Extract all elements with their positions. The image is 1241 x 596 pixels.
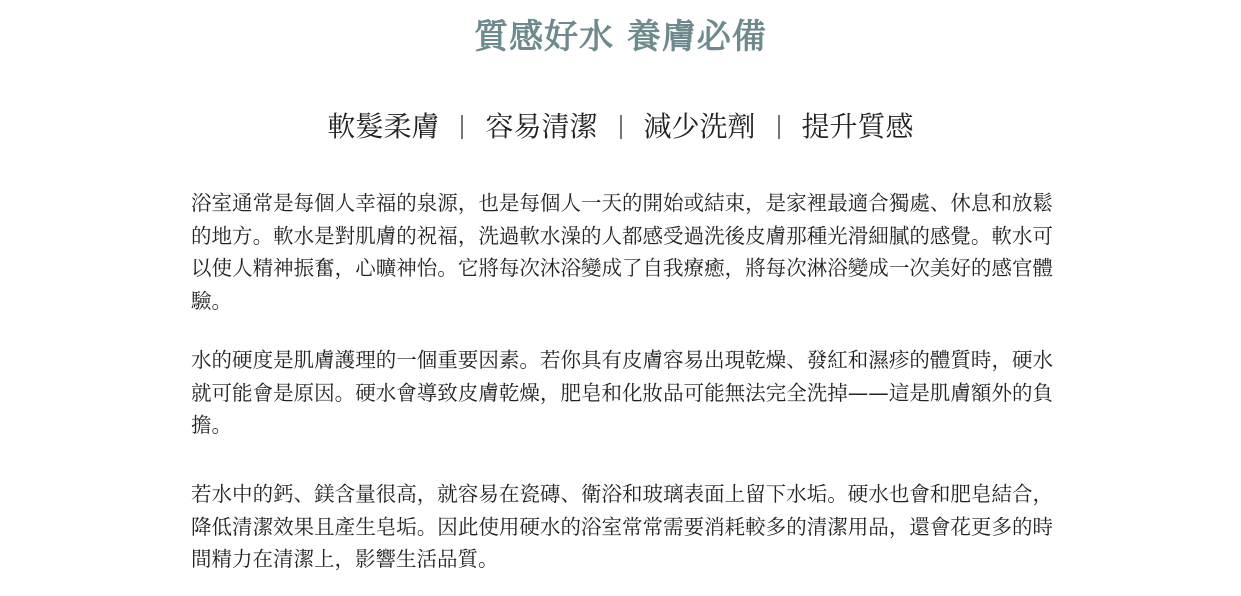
body-paragraph-limescale: 若水中的鈣、鎂含量很高，就容易在瓷磚、衛浴和玻璃表面上留下水垢。硬水也會和肥皂結合，降低清潔效果且產生皂垢。因此使用硬水的浴室常常需要消耗較多的清潔用品，還會花更多的時間精力在清潔上，影響生活品質。 <box>191 482 1053 571</box>
feature-item-better-quality: 提升質感 <box>801 110 914 143</box>
feature-item-easy-cleaning: 容易清潔 <box>485 110 598 143</box>
feature-item-soft-hair-skin: 軟髮柔膚 <box>327 110 440 143</box>
feature-divider <box>620 115 622 139</box>
body-paragraph-water-hardness: 水的硬度是肌膚護理的一個重要因素。若你具有皮膚容易出現乾燥、發紅和濕疹的體質時，硬水就可能會是原因。硬水會導致皮膚乾燥，肥皂和化妝品可能無法完全洗掉——這是肌膚額外的負擔。 <box>191 348 1053 437</box>
feature-divider <box>461 115 463 139</box>
feature-divider <box>778 115 780 139</box>
body-paragraph-bathroom: 浴室通常是每個人幸福的泉源，也是每個人一天的開始或結束，是家裡最適合獨處、休息和放鬆的地方。軟水是對肌膚的祝福，洗過軟水澡的人都感受過洗後皮膚那種光滑細膩的感覺。軟水可以使人精神振奮，心曠神怡。它將每次沐浴變成了自我療癒，將每次淋浴變成一次美好的感官體驗。 <box>191 191 1053 313</box>
section-title: 質感好水 養膚必備 <box>474 17 767 57</box>
feature-item-less-detergent: 減少洗劑 <box>643 110 756 143</box>
feature-list <box>0 106 1241 148</box>
